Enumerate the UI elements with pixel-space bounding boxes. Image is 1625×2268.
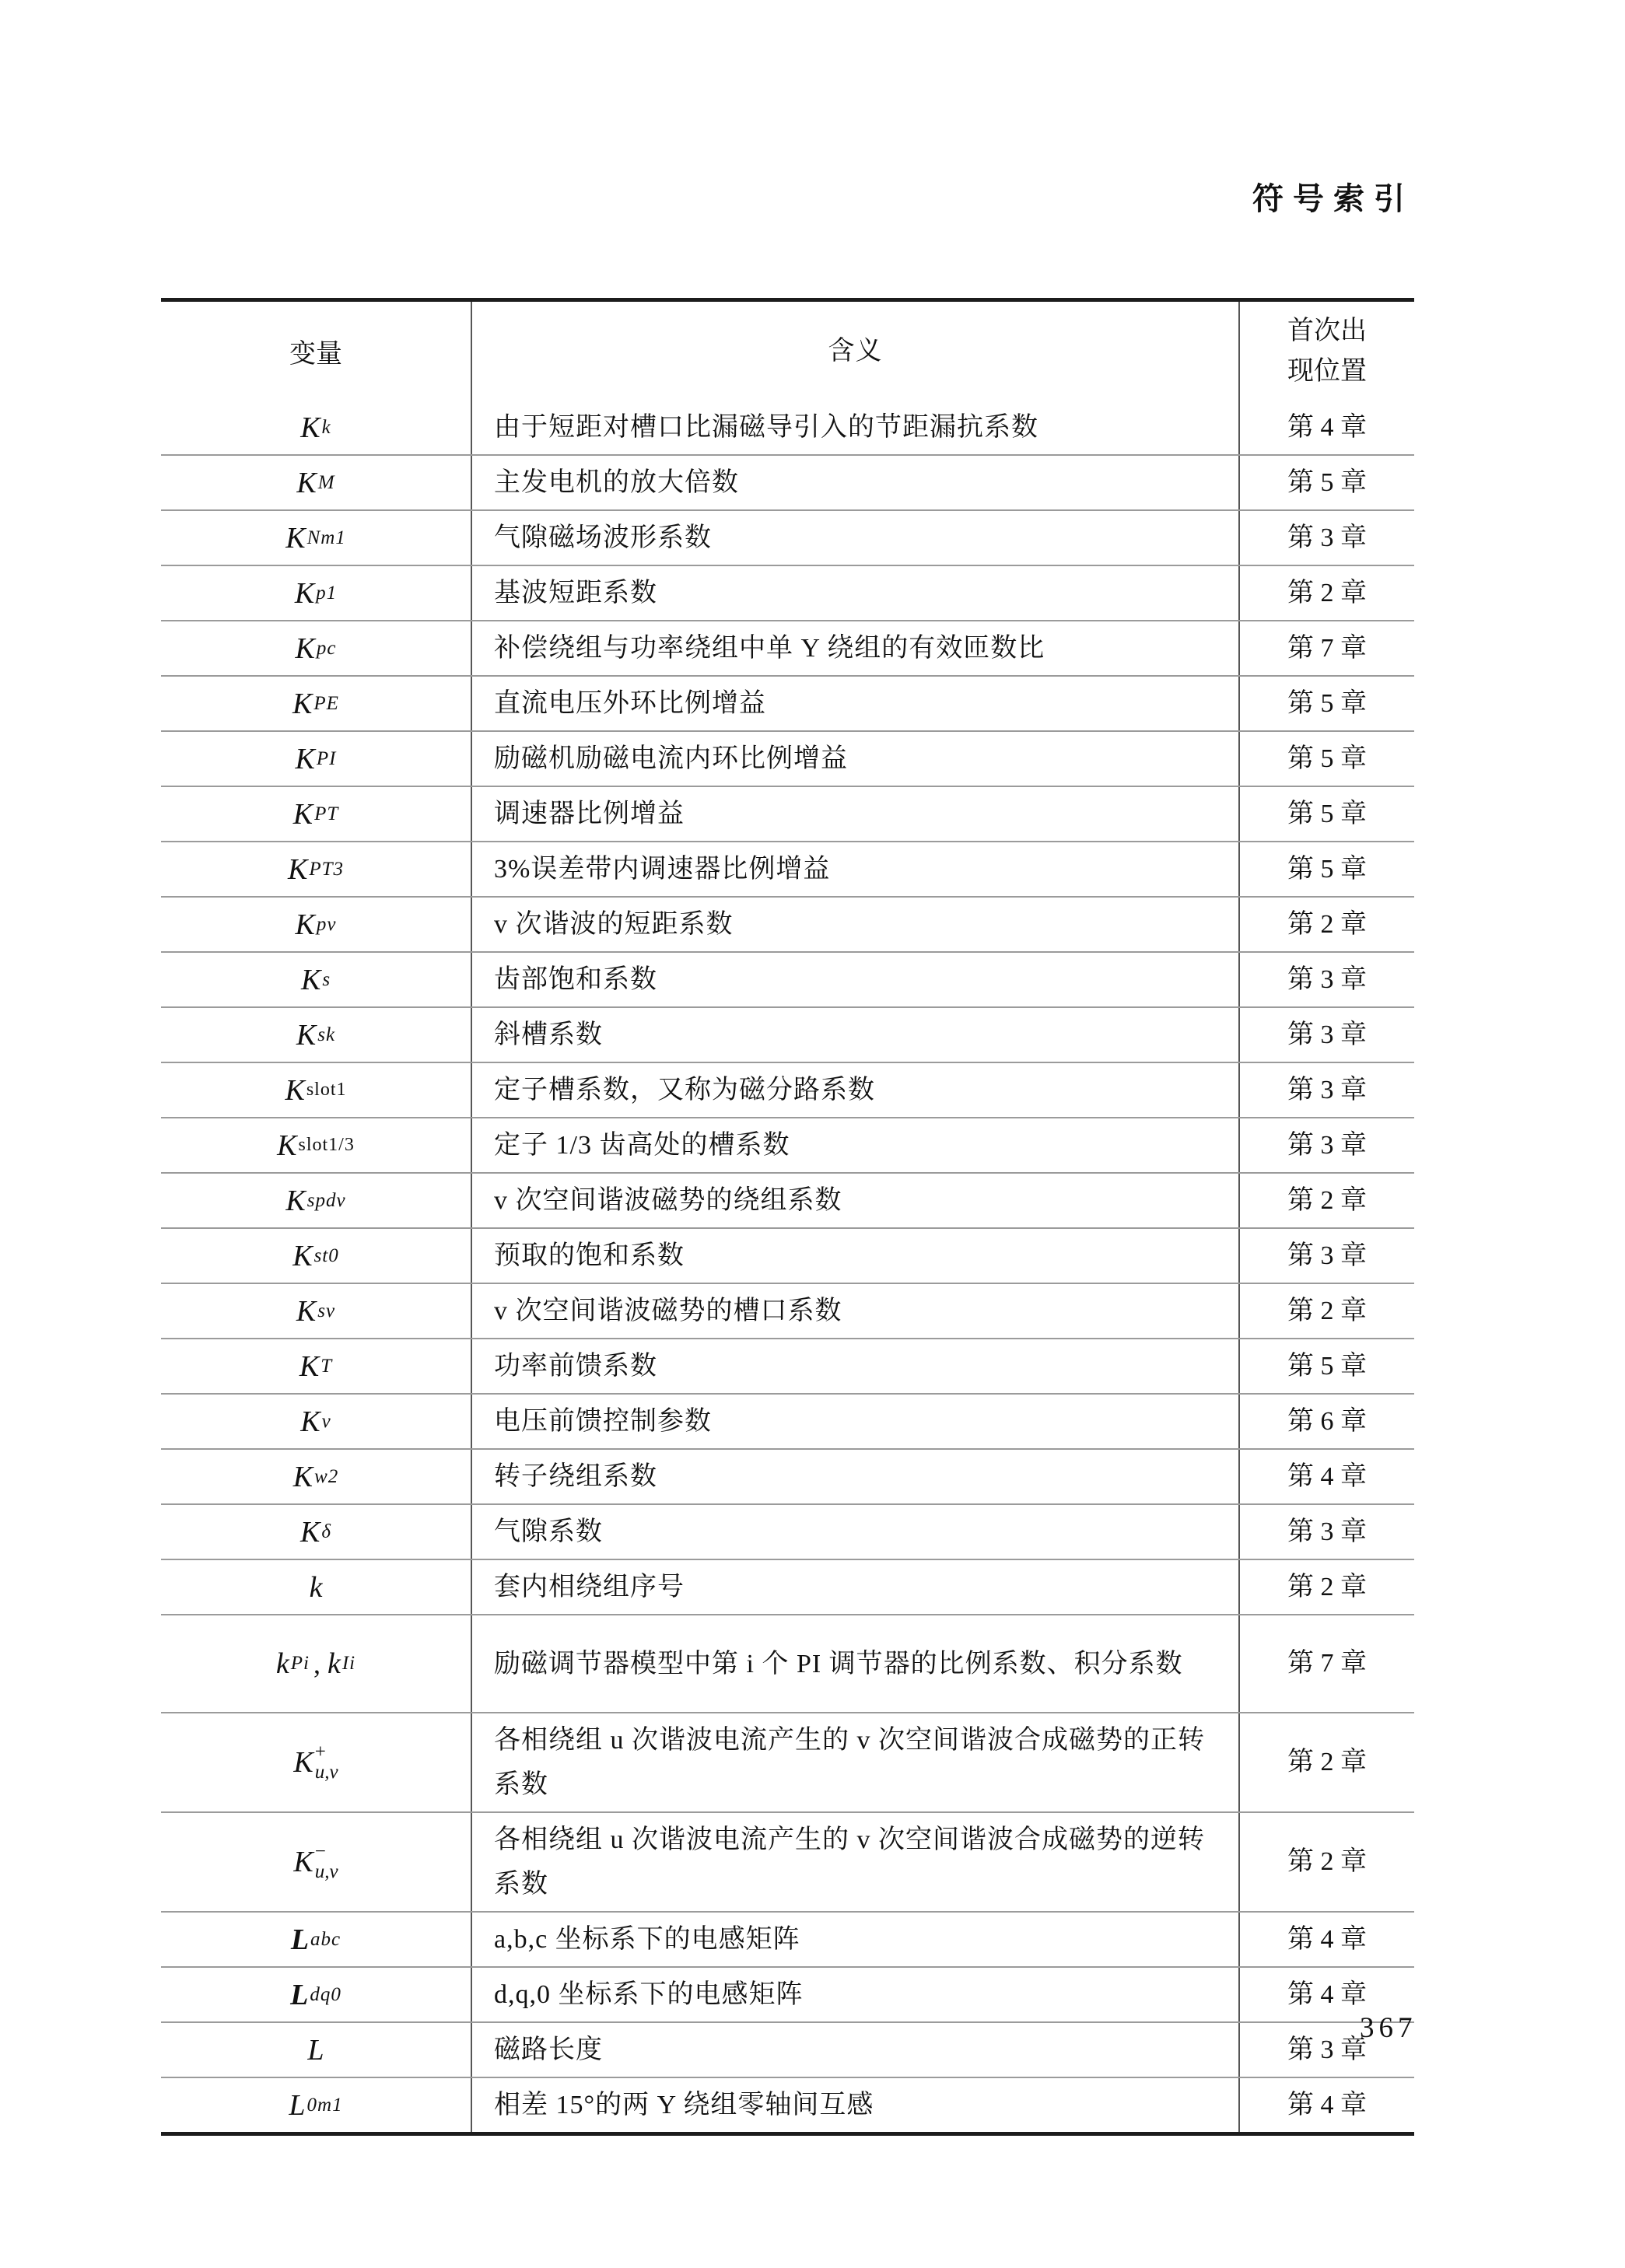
table-row [161,1966,1414,2021]
variable-cell [161,1174,471,1227]
header-meaning-label: 含义 [828,337,883,366]
meaning-cell [471,511,1238,565]
variable-base: K [294,576,315,610]
table-row [161,2021,1414,2077]
variable-cell [161,511,471,565]
table-row [161,1393,1414,1448]
chapter-cell: 第 5 章 [1238,456,1414,509]
meaning-cell [471,732,1238,786]
header-first-occurrence-cell [1238,302,1414,401]
variable-cell [161,1560,471,1614]
meaning-cell [471,1395,1238,1448]
header-variable-cell [161,302,471,401]
table-row [161,1811,1414,1911]
meaning-cell [471,1174,1238,1227]
table-row [161,1006,1414,1062]
meaning-cell [471,787,1238,841]
meaning-cell [471,1450,1238,1503]
meaning-cell [471,1118,1238,1172]
variable-cell [161,732,471,786]
variable-cell [161,1008,471,1062]
variable-subscript: pv [316,913,337,935]
variable-subscript: 0m1 [306,2094,343,2116]
meaning-text: 各相绕组 u 次谐波电流产生的 v 次空间谐波合成磁势的逆转系数 [494,1825,1205,1899]
variable-subscript: Nm1 [306,527,346,548]
meaning-text: 励磁机励磁电流内环比例增益 [494,744,848,773]
chapter-cell: 第 5 章 [1238,842,1414,896]
variable-subscript: slot1 [306,1080,347,1100]
variable-base: L [290,1978,309,2011]
chapter-cell: 第 5 章 [1238,1339,1414,1393]
table-row [161,675,1414,730]
variable-cell [161,1284,471,1338]
variable-subscript: sk [317,1024,336,1045]
meaning-cell [471,1713,1238,1811]
meaning-text: v 次谐波的短距系数 [494,910,734,939]
table-row [161,401,1414,454]
variable-cell [161,2078,471,2132]
variable-base: K [295,908,315,941]
variable-cell [161,1063,471,1117]
variable-base: K [293,1846,313,1878]
variable-base: K [300,411,320,444]
variable-base: K [295,632,315,665]
variable-subscript: PI [316,747,337,769]
variable-cell [161,1505,471,1559]
meaning-text: 3%误差带内调速器比例增益 [494,855,831,884]
table-row [161,1614,1414,1712]
variable-base: K [285,521,306,555]
table-row [161,951,1414,1006]
chapter-cell: 第 2 章 [1238,898,1414,951]
meaning-text: 功率前馈系数 [494,1352,657,1381]
table-row [161,1503,1414,1559]
variable-base: K [292,1239,313,1272]
table-header-row [161,302,1414,401]
variable-base: K [292,687,313,720]
variable-subscript: T [320,1355,333,1377]
variable-subscript: spdv [306,1189,346,1211]
variable-base: K [285,1184,306,1217]
variable-cell [161,1450,471,1503]
variable-subscript: sv [317,1300,336,1321]
table-row [161,1559,1414,1614]
chapter-cell: 第 4 章 [1238,401,1414,454]
table-row [161,786,1414,841]
chapter-cell: 第 5 章 [1238,732,1414,786]
chapter-cell: 第 4 章 [1238,1450,1414,1503]
chapter-cell: 第 7 章 [1238,1615,1414,1712]
variable-cell [161,1968,471,2021]
variable-cell [161,1229,471,1283]
chapter-cell: 第 4 章 [1238,1968,1414,2021]
variable-separator: , [313,1648,320,1679]
variable-base: k [275,1647,289,1680]
variable-supsub [315,1842,338,1883]
meaning-text: a,b,c 坐标系下的电感矩阵 [494,1925,800,1954]
meaning-text: 定子 1/3 齿高处的槽系数 [494,1131,790,1160]
meaning-text: v 次空间谐波磁势的槽口系数 [494,1297,842,1325]
meaning-cell [471,401,1238,454]
meaning-text: 励磁调节器模型中第 i 个 PI 调节器的比例系数、积分系数 [494,1649,1183,1678]
meaning-cell [471,621,1238,675]
variable-cell [161,898,471,951]
chapter-cell: 第 4 章 [1238,2078,1414,2132]
meaning-text: 预取的饱和系数 [494,1241,685,1270]
table-row [161,620,1414,675]
meaning-text: 电压前馈控制参数 [494,1407,712,1436]
variable-cell [161,1395,471,1448]
page-number: 367 [1360,2012,1417,2044]
variable-subscript: Pi [290,1653,310,1674]
variable-base: K [296,1294,317,1328]
meaning-cell [471,677,1238,730]
variable-subscript: slot1/3 [298,1135,355,1155]
variable-cell [161,787,471,841]
variable-base: k [309,1570,323,1604]
chapter-cell: 第 2 章 [1238,1174,1414,1227]
variable-subscript: dq0 [310,1983,341,2005]
meaning-text: 磁路长度 [494,2035,603,2064]
meaning-cell [471,1615,1238,1712]
meaning-text: 基波短距系数 [494,579,657,607]
meaning-cell [471,1008,1238,1062]
variable-base: L [290,1923,310,1956]
variable-subscript: u,v [314,1762,338,1783]
meaning-text: 斜槽系数 [494,1020,603,1049]
meaning-text: 转子绕组系数 [494,1462,657,1491]
meaning-text: 由于短距对槽口比漏磁导引入的节距漏抗系数 [494,413,1038,442]
variable-subscript: PE [313,692,339,714]
meaning-cell [471,1968,1238,2021]
variable-cell [161,566,471,620]
variable-cell [161,842,471,896]
variable-subscript: δ [321,1521,331,1542]
chapter-cell: 第 2 章 [1238,1284,1414,1338]
variable-cell [161,953,471,1006]
variable-cell [161,1118,471,1172]
table-row [161,1227,1414,1283]
variable-subscript: w2 [314,1465,339,1487]
variable-supsub [315,1742,338,1783]
meaning-cell [471,1813,1238,1911]
variable-cell [161,677,471,730]
chapter-cell: 第 3 章 [1238,1229,1414,1283]
meaning-text: 定子槽系数，又称为磁分路系数 [494,1076,875,1104]
variable-cell [161,1339,471,1393]
table-row [161,1712,1414,1811]
variable-base: L [307,2033,324,2067]
variable-subscript: v [321,1410,331,1432]
meaning-cell [471,1229,1238,1283]
chapter-cell: 第 3 章 [1238,1008,1414,1062]
chapter-cell: 第 3 章 [1238,1505,1414,1559]
chapter-cell: 第 3 章 [1238,511,1414,565]
meaning-text: 各相绕组 u 次谐波电流产生的 v 次空间谐波合成磁势的正转系数 [494,1726,1205,1799]
table-row [161,841,1414,896]
symbol-table [161,298,1414,2136]
variable-subscript: PT3 [309,858,345,880]
chapter-cell: 第 6 章 [1238,1395,1414,1448]
meaning-cell [471,1505,1238,1559]
meaning-cell [471,1339,1238,1393]
table-row [161,1283,1414,1338]
table-row [161,1338,1414,1393]
chapter-cell: 第 2 章 [1238,566,1414,620]
chapter-cell: 第 4 章 [1238,1913,1414,1966]
variable-base: K [296,1018,317,1052]
variable-base: K [300,963,321,996]
variable-base: K [295,742,315,775]
variable-base: K [300,1515,320,1549]
variable-subscript: p1 [316,582,338,604]
meaning-cell [471,1913,1238,1966]
variable-base: K [285,1073,305,1107]
meaning-text: 主发电机的放大倍数 [494,468,739,497]
table-row [161,1448,1414,1503]
chapter-cell: 第 2 章 [1238,1813,1414,1911]
meaning-text: 补偿绕组与功率绕组中单 Y 绕组的有效匝数比 [494,634,1045,663]
table-row [161,896,1414,951]
meaning-cell [471,2078,1238,2132]
table-row [161,509,1414,565]
meaning-text: 相差 15°的两 Y 绕组零轴间互感 [494,2091,874,2119]
variable-subscript: u,v [314,1861,338,1882]
variable-base: K [292,797,313,831]
variable-base: K [287,852,308,886]
table-row [161,1172,1414,1227]
header-first-occurrence-label: 首次出 现位置 [1287,316,1367,386]
header-variable-label: 变量 [289,340,342,369]
variable-base: k [327,1647,341,1680]
meaning-cell [471,456,1238,509]
table-row [161,565,1414,620]
table-row [161,1911,1414,1966]
variable-cell [161,2023,471,2077]
meaning-text: 气隙系数 [494,1517,603,1546]
table-row [161,2077,1414,2132]
variable-superscript: − [314,1840,326,1862]
table-body [161,401,1414,2132]
chapter-cell: 第 2 章 [1238,1560,1414,1614]
meaning-text: 齿部饱和系数 [494,965,657,994]
variable-cell [161,401,471,454]
meaning-cell [471,1560,1238,1614]
meaning-cell [471,842,1238,896]
variable-cell [161,621,471,675]
variable-base: K [296,466,317,499]
meaning-text: 直流电压外环比例增益 [494,689,766,718]
page-title: 符号索引 [1252,181,1414,216]
meaning-cell [471,566,1238,620]
variable-subscript: abc [310,1928,341,1950]
chapter-cell: 第 7 章 [1238,621,1414,675]
meaning-text: d,q,0 坐标系下的电感矩阵 [494,1980,804,2009]
variable-cell [161,456,471,509]
variable-superscript: + [314,1741,326,1762]
chapter-cell: 第 5 章 [1238,677,1414,730]
variable-subscript: PT [314,803,339,824]
variable-subscript: k [321,416,331,438]
table-row [161,1117,1414,1172]
chapter-cell: 第 3 章 [1238,2023,1414,2077]
variable-base: K [277,1129,297,1162]
variable-base: K [293,1746,313,1779]
meaning-text: 套内相绕组序号 [494,1573,685,1601]
variable-base: K [300,1405,320,1438]
variable-subscript: st0 [313,1244,339,1266]
table-row [161,730,1414,786]
chapter-cell: 第 5 章 [1238,787,1414,841]
meaning-cell [471,1284,1238,1338]
variable-cell [161,1615,471,1712]
variable-subscript: M [317,471,335,493]
variable-cell [161,1813,471,1911]
chapter-cell: 第 3 章 [1238,1118,1414,1172]
meaning-cell [471,898,1238,951]
meaning-text: 调速器比例增益 [494,800,685,828]
variable-subscript: Ii [341,1653,356,1674]
meaning-text: 气隙磁场波形系数 [494,523,712,552]
chapter-cell: 第 2 章 [1238,1713,1414,1811]
meaning-text: v 次空间谐波磁势的绕组系数 [494,1186,842,1215]
header-meaning-cell [471,302,1238,401]
chapter-cell: 第 3 章 [1238,953,1414,1006]
variable-base: L [289,2088,306,2122]
meaning-cell [471,1063,1238,1117]
meaning-cell [471,953,1238,1006]
table-row [161,1062,1414,1117]
meaning-cell [471,2023,1238,2077]
variable-base: K [299,1349,320,1383]
variable-base: K [292,1460,313,1493]
variable-subscript: s [322,968,331,990]
variable-subscript: pc [316,637,337,659]
variable-cell [161,1713,471,1811]
chapter-cell: 第 3 章 [1238,1063,1414,1117]
table-row [161,454,1414,509]
variable-cell [161,1913,471,1966]
